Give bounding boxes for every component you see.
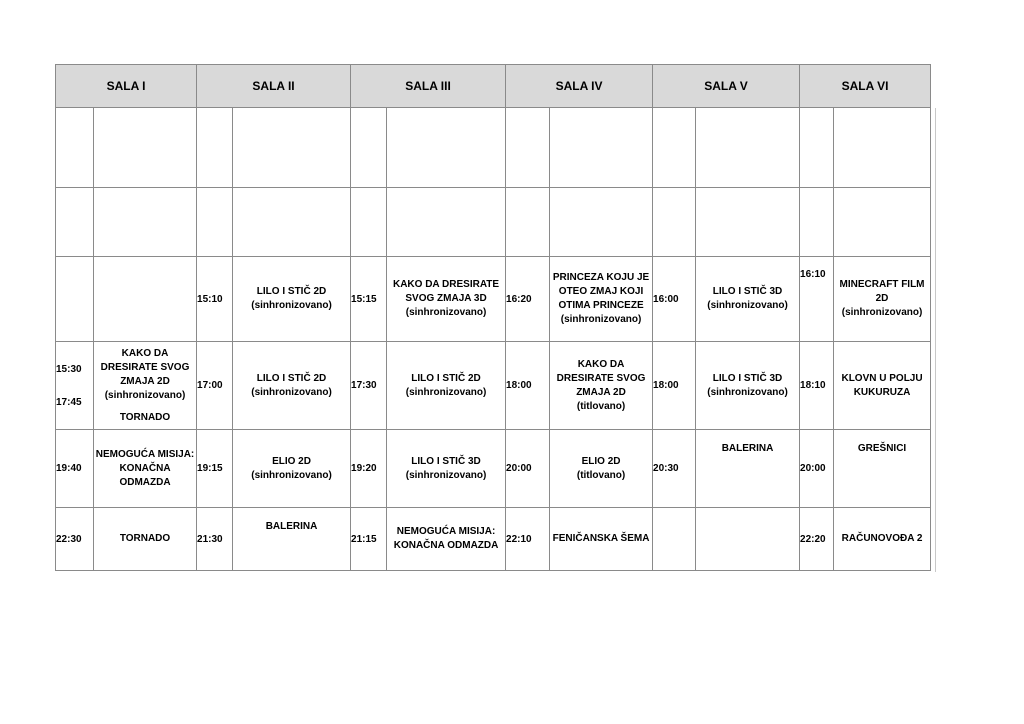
movie-title: LILO I STIČ 3D [712,286,783,297]
schedule-row [56,188,931,257]
movie-title [696,188,800,257]
showtime [653,108,696,188]
movie-title: NEMOGUĆA MISIJA: KONAČNA ODMAZDA [94,430,197,508]
movie-note: (titlovano) [576,469,626,481]
movie-title: LILO I STIČ 3D [712,372,783,384]
movie-title [550,108,653,188]
movie-note: (titlovano) [576,400,626,412]
schedule-row [56,508,931,571]
hall-header: SALA I [56,65,197,108]
schedule-row [56,257,931,342]
showtime [56,188,94,257]
movie-title [387,108,506,188]
movie-note: (sinhronizovano) [405,469,487,481]
movie-title [834,188,931,257]
showtime [56,257,94,342]
movie-cell [834,257,931,342]
movie-cell [696,342,800,430]
showtime [653,508,696,571]
showtime [800,108,834,188]
movie-title: NEMOGUĆA MISIJA: KONAČNA ODMAZDA [387,508,506,571]
showtime: 18:10 [800,342,834,430]
showtime: 22:20 [800,508,834,571]
movie-note: (sinhronizovano) [841,307,923,318]
showtime: 17:00 [197,342,233,430]
movie-title [94,188,197,257]
showtime: 20:00 [800,430,834,508]
showtime: 16:10 [800,257,834,342]
movie-cell [94,342,197,430]
movie-title [834,108,931,188]
movie-note: (sinhronizovano) [707,386,788,398]
showtime [351,188,387,257]
schedule-row [56,342,931,430]
movie-title: ELIO 2D [581,455,621,467]
movie-cell [550,257,653,342]
hall-header: SALA VI [800,65,931,108]
showtime: 21:15 [351,508,387,571]
showtime: 15:30 [56,363,82,375]
movie-title: BALERINA [696,430,800,508]
showtime-cell [56,342,94,430]
movie-title: LILO I STIČ 2D [256,286,327,297]
movie-title [550,188,653,257]
movie-title: ELIO 2D [272,455,311,467]
movie-title [387,188,506,257]
showtime [506,188,550,257]
movie-title: TORNADO [94,508,197,571]
showtime: 20:00 [506,430,550,508]
movie-title: KLOVN U POLJU KUKURUZA [834,342,931,430]
schedule-row [56,430,931,508]
movie-note: (sinhronizovano) [405,307,487,318]
movie-title [233,188,351,257]
hall-header: SALA II [197,65,351,108]
hall-header: SALA III [351,65,506,108]
showtime: 19:15 [197,430,233,508]
movie-note: (sinhronizovano) [251,300,332,311]
movie-note: (sinhronizovano) [707,300,788,311]
movie-title [94,257,197,342]
showtime: 22:10 [506,508,550,571]
showtime: 17:30 [351,342,387,430]
movie-note: (sinhronizovano) [560,314,642,325]
movie-cell [233,342,351,430]
showtime: 17:45 [56,396,82,408]
showtime: 21:30 [197,508,233,571]
movie-title [233,108,351,188]
movie-note: (sinhronizovano) [405,386,487,398]
showtime [56,108,94,188]
showtime [506,108,550,188]
movie-title [696,508,800,571]
movie-cell [387,257,506,342]
showtime [197,188,233,257]
movie-note: (sinhronizovano) [251,386,332,398]
schedule-table [55,64,931,571]
movie-cell [233,257,351,342]
movie-title: LILO I STIČ 2D [256,372,327,384]
hall-header: SALA IV [506,65,653,108]
movie-title: MINECRAFT FILM 2D [839,279,925,304]
movie-title: GREŠNICI [834,430,931,508]
movie-title: TORNADO [119,411,171,423]
hall-header-row [56,65,931,108]
movie-title: LILO I STIČ 3D [411,455,481,467]
movie-cell [550,342,653,430]
showtime: 22:30 [56,508,94,571]
movie-title: BALERINA [233,508,351,571]
showtime: 15:10 [197,257,233,342]
showtime: 16:00 [653,257,696,342]
showtime: 20:30 [653,430,696,508]
movie-note: (sinhronizovano) [251,469,332,481]
showtime: 19:20 [351,430,387,508]
movie-title: RAČUNOVOĐA 2 [834,508,931,571]
showtime [653,188,696,257]
showtime [197,108,233,188]
movie-title: KAKO DA DRESIRATE SVOG ZMAJA 3D [392,279,500,304]
schedule-row [56,108,931,188]
showtime: 18:00 [506,342,550,430]
movie-title: FENIČANSKA ŠEMA [550,508,653,571]
movie-title: KAKO DA DRESIRATE SVOG ZMAJA 2D [556,358,646,398]
showtime: 15:15 [351,257,387,342]
page-edge-line [935,108,936,572]
showtime [800,188,834,257]
movie-cell [696,257,800,342]
showtime: 19:40 [56,430,94,508]
movie-title [696,108,800,188]
movie-title: KAKO DA DRESIRATE SVOG ZMAJA 2D [100,347,190,387]
hall-header: SALA V [653,65,800,108]
movie-note: (sinhronizovano) [104,389,186,401]
showtime: 18:00 [653,342,696,430]
movie-title: PRINCEZA KOJU JE OTEO ZMAJ KOJI OTIMA PRINCEZE [552,272,650,311]
movie-cell [233,430,351,508]
movie-title: LILO I STIČ 2D [411,372,481,384]
showtime [351,108,387,188]
movie-title [94,108,197,188]
movie-cell [387,342,506,430]
movie-cell [387,430,506,508]
showtime: 16:20 [506,257,550,342]
movie-cell [550,430,653,508]
